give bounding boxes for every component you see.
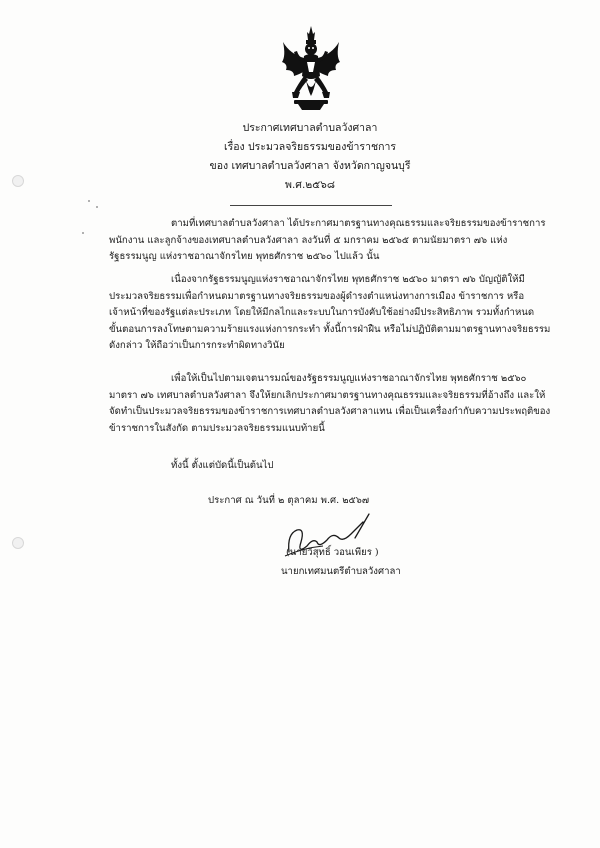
announcement-heading: ประกาศเทศบาลตำบลวังศาลา bbox=[242, 122, 378, 134]
scan-speck bbox=[96, 206, 98, 208]
year-line: พ.ศ.๒๕๖๘ bbox=[285, 179, 335, 191]
paragraph-1 bbox=[109, 216, 546, 266]
punch-hole bbox=[12, 175, 24, 187]
announcement-date: ประกาศ ณ วันที่ ๒ ตุลาคม พ.ศ. ๒๕๖๗ bbox=[208, 495, 370, 506]
text-line: เนื่องจากรัฐธรรมนูญแห่งราชอาณาจักรไทย พุทธศักราช ๒๕๖๐ มาตรา ๗๖ บัญญัติให้มี bbox=[171, 274, 525, 285]
text-line: เพื่อให้เป็นไปตามเจตนารมณ์ของรัฐธรรมนูญแห่งราชอาณาจักรไทย พุทธศักราช ๒๕๖๐ bbox=[171, 373, 527, 384]
paragraph-4 bbox=[109, 458, 504, 475]
text-line: รัฐธรรมนูญ แห่งราชอาณาจักรไทย พุทธศักราช ๒๕๖๐ ไปแล้ว นั้น bbox=[109, 251, 380, 262]
text-line: จัดทำเป็นประมวลจริยธรรมของข้าราชการเทศบาลตำบลวังศาลาแทน เพื่อเป็นเครื่องกำกับความประพฤติของ bbox=[109, 406, 551, 417]
punch-hole bbox=[12, 537, 24, 549]
garuda-emblem-icon bbox=[280, 24, 342, 112]
paragraph-3 bbox=[109, 371, 551, 437]
text-line: ดังกล่าว ให้ถือว่าเป็นการกระทำผิดทางวินัย bbox=[109, 340, 285, 351]
text-line: ข้าราชการในสังกัด ตามประมวลจริยธรรมแนบท้ายนี้ bbox=[109, 422, 325, 434]
text-line: ขั้นตอนการลงโทษตามความร้ายแรงแห่งการกระทำ ทั้งนี้การฝ่าฝืน หรือไม่ปฏิบัติตามมาตรฐานทางจริยธรรม bbox=[109, 323, 551, 335]
paragraph-2 bbox=[109, 272, 551, 355]
issuer-line: ของ เทศบาลตำบลวังศาลา จังหวัดกาญจนบุรี bbox=[209, 160, 411, 172]
subject-line: เรื่อง ประมวลจริยธรรมของข้าราชการ bbox=[224, 141, 396, 153]
scan-speck bbox=[88, 200, 90, 202]
header-divider bbox=[230, 205, 392, 206]
text-line: มาตรา ๗๖ เทศบาลตำบลวังศาลา จึงให้ยกเลิกประกาศมาตรฐานทางคุณธรรมและจริยธรรมที่อ้างถึง และให้ bbox=[109, 389, 546, 401]
signatory-name: (นายวิสุทธิ์ วอนเพียร ) bbox=[286, 547, 379, 558]
text-line: ตามที่เทศบาลตำบลวังศาลา ได้ประกาศมาตรฐานทางคุณธรรมและจริยธรรมของข้าราชการ bbox=[171, 218, 546, 229]
signatory-title: นายกเทศมนตรีตำบลวังศาลา bbox=[281, 566, 401, 577]
text-line: ประมวลจริยธรรมเพื่อกำหนดมาตรฐานทางจริยธรรมของผู้ดำรงตำแหน่งทางการเมือง ข้าราชการ หรือ bbox=[109, 290, 525, 302]
scan-speck bbox=[82, 232, 84, 234]
text-line: เจ้าหน้าที่ของรัฐแต่ละประเภท โดยให้มีกลไกและระบบในการบังคับใช้อย่างมีประสิทธิภาพ รวมทั้งกำหนด bbox=[109, 307, 535, 318]
text-line: พนักงาน และลูกจ้างของเทศบาลตำบลวังศาลา ลงวันที่ ๕ มกราคม ๒๕๖๕ ตามนัยมาตรา ๗๖ แห่ง bbox=[109, 234, 508, 246]
text-line: ทั้งนี้ ตั้งแต่บัดนี้เป็นต้นไป bbox=[171, 460, 274, 471]
